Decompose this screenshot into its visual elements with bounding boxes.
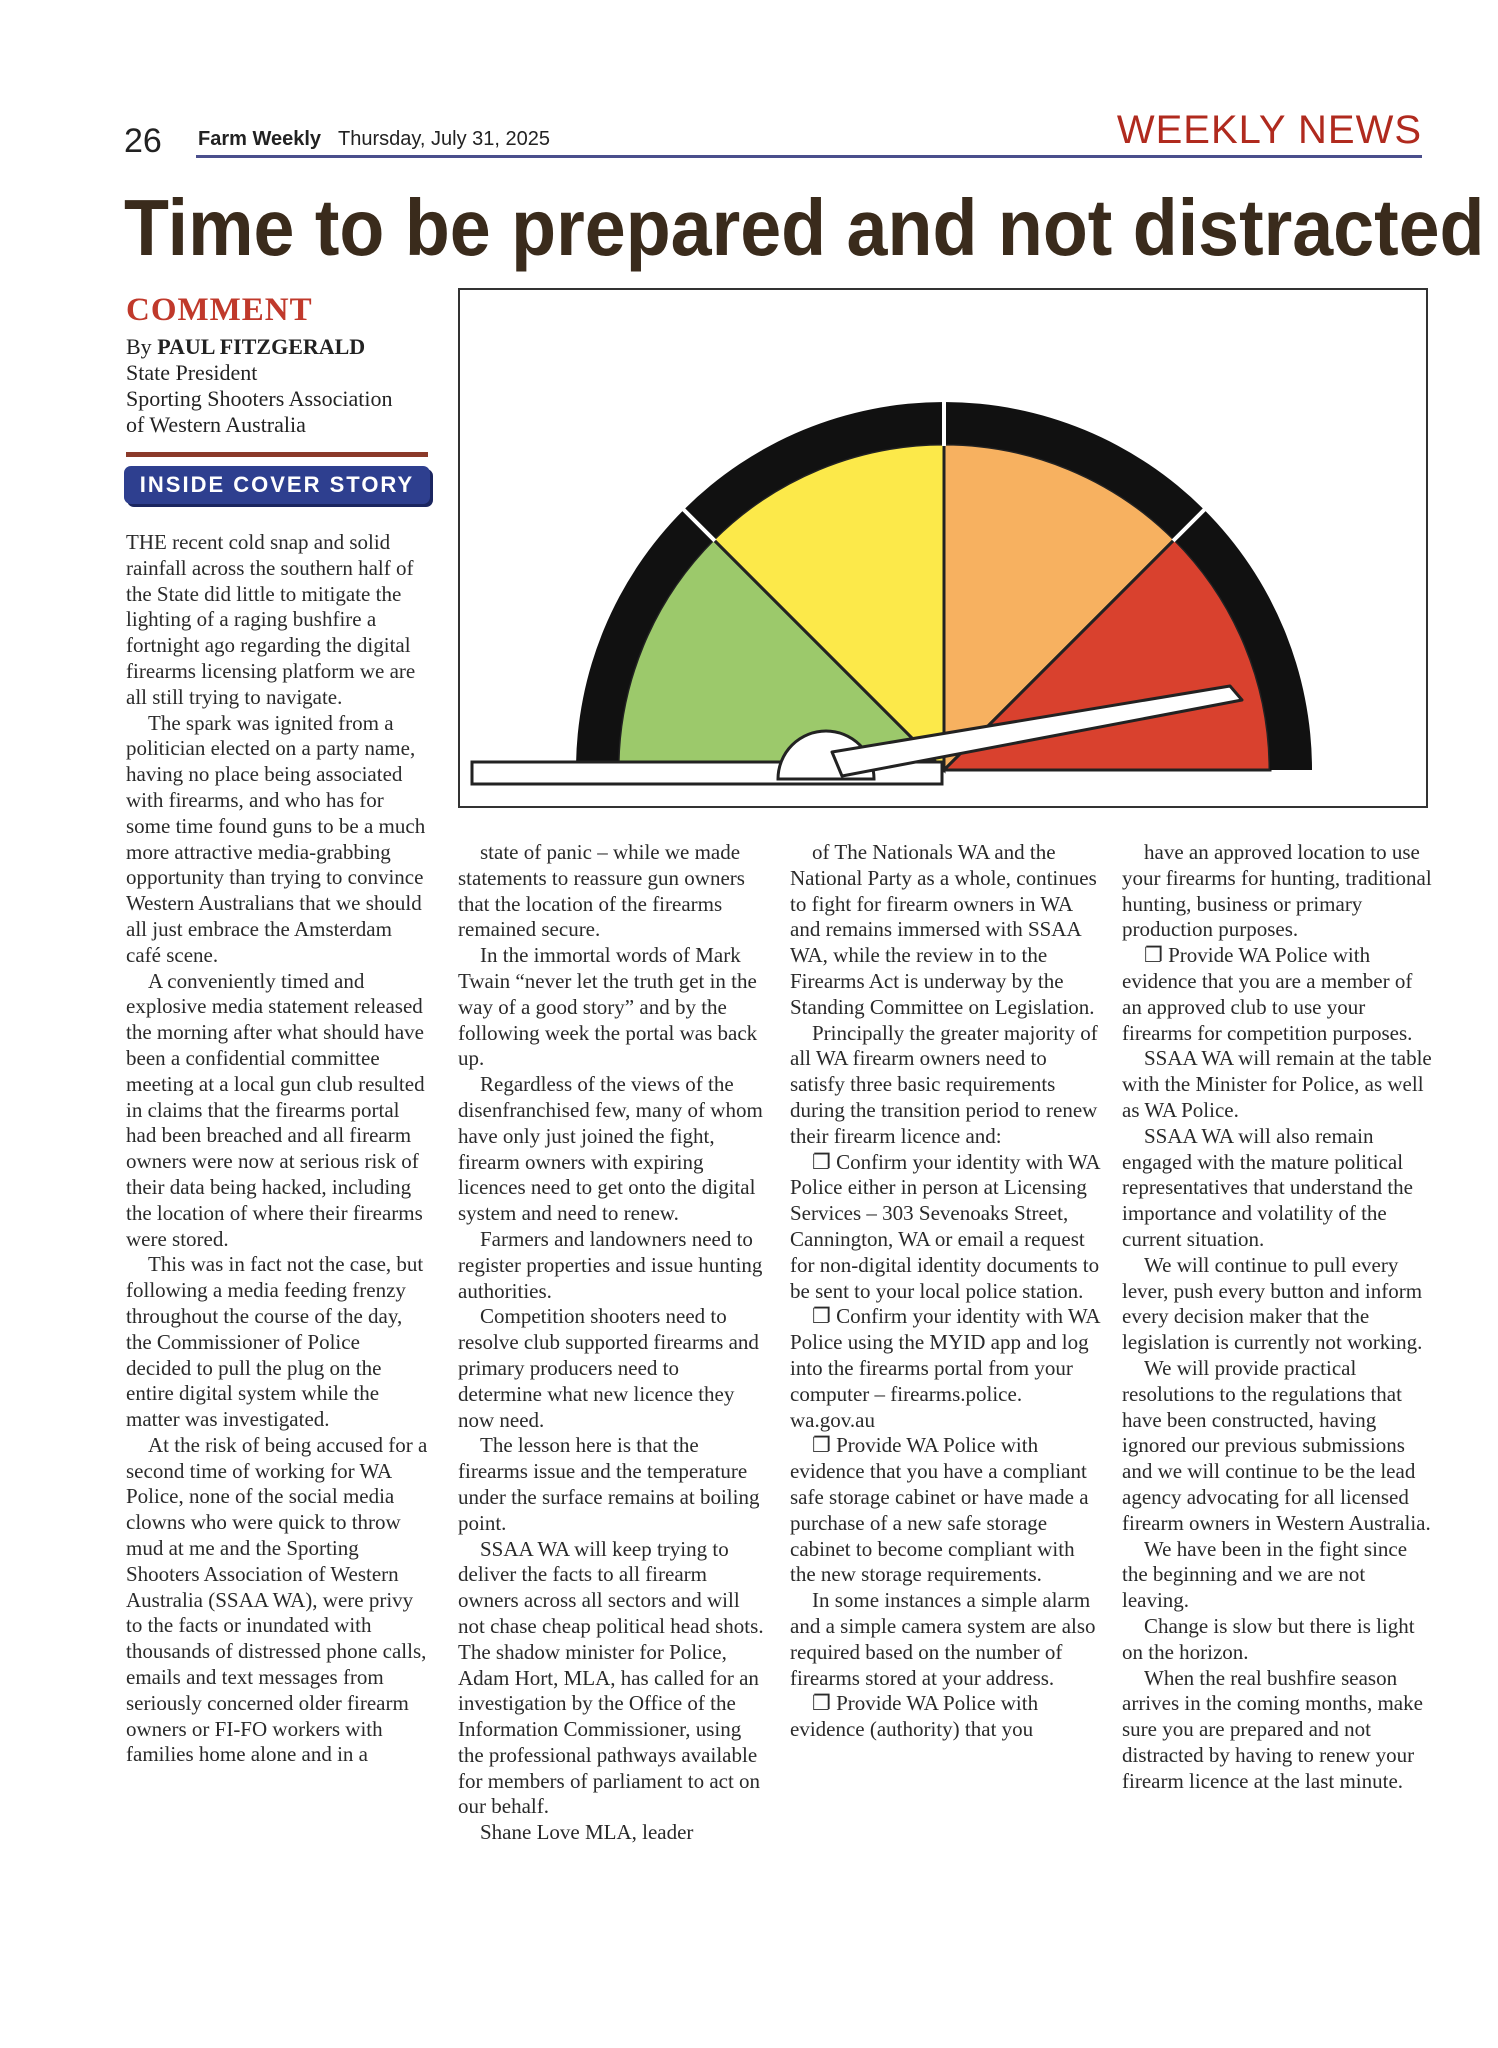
article-column-3 [790,840,1100,1743]
byline-role-1: State President [126,360,258,385]
article-paragraph: Farmers and landowners need to register properties and issue hunting authorities. [458,1226,763,1303]
article-paragraph: ❐ Confirm your identity with WA Police using the MYID app and log into the firearms portal from your computer – firearms.police. wa.gov.au [790,1304,1100,1432]
article-paragraph: have an approved location to use your firearms for hunting, traditional hunting, business or primary production purposes. [1122,840,1432,942]
gauge-label-high: HIGH [741,361,833,425]
article-paragraph: ❐ Provide WA Police with evidence that you are a member of an approved club to use your firearms for competition purposes. [1122,943,1413,1045]
comment-kicker: COMMENT [126,292,313,328]
publication-name: Farm Weekly [198,128,322,150]
article-paragraph: We will continue to pull every lever, push every button and inform every decision maker that the legislation is currently not working. [1122,1252,1423,1355]
header-rule [196,155,1422,158]
article-paragraph: ❐ Provide WA Police with evidence (authority) that you [790,1691,1039,1742]
article-paragraph: Competition shooters need to resolve club supported firearms and primary producers need to determine what new licence they now need. [458,1304,759,1432]
byline-rule [126,452,428,457]
article-paragraph: of The Nationals WA and the National Party as a whole, continues to fight for firearm owners in WA and remains immersed with SSAA WA, while the review in to the Firearms Act is underway by the Standing Committee on Legislation. [790,840,1097,1019]
article-paragraph: ❐ Provide WA Police with evidence that you have a compliant safe storage cabinet or have made a purchase of a new safe storage cabinet to become compliant with the new storage requirements. [790,1433,1089,1587]
byline-author: PAUL FITZGERALD [157,334,366,359]
article-column-1 [126,530,428,1768]
article-paragraph: When the real bushfire season arrives in the coming months, make sure you are prepared and not distracted by having to renew your firearm licence at the last minute. [1122,1665,1423,1793]
article-column-2 [458,840,768,1846]
headline: Time to be prepared and not distracted [124,183,1485,272]
article-paragraph: SSAA WA will remain at the table with the Minister for Police, as well as WA Police. [1122,1046,1432,1122]
article-paragraph: THE recent cold snap and solid rainfall across the southern half of the State did little to mitigate the lighting of a raging bushfire a fortnight ago regarding the digital firearms licensing platform we are all still trying to navigate. [126,530,416,709]
article-column-4 [1122,840,1432,1794]
article-paragraph: In some instances a simple alarm and a simple camera system are also required based on the number of firearms stored at your address. [790,1588,1096,1690]
article-paragraph: At the risk of being accused for a second time of working for WA Police, none of the social media clowns who were quick to throw mud at me and the Sporting Shooters Association of Western Australia (SSAA WA), were privy to the facts or inundated with thousands of distressed phone calls, emails and text messages from seriously concerned older firearm owners or FI-FO workers with families home alone and in a [126,1432,428,1767]
article-paragraph: state of panic – while we made statements to reassure gun owners that the location of the firearms remained secure. [458,840,745,942]
article-paragraph: The lesson here is that the firearms issue and the temperature under the surface remains at boiling point. [458,1433,760,1535]
article-paragraph: Shane Love MLA, leader [480,1820,694,1845]
byline-by: By [126,334,152,359]
fire-danger-gauge [458,288,1428,808]
article-paragraph: This was in fact not the case, but following a media feeding frenzy throughout the course of the day, the Commissioner of Police decided to pull the plug on the entire digital system while the matter was investigated. [126,1252,424,1432]
article-paragraph: In the immortal words of Mark Twain “never let the truth get in the way of a good story” and by the following week the portal was back up. [458,943,758,1071]
byline-role-3: of Western Australia [126,412,306,437]
article-paragraph: SSAA WA will also remain engaged with the mature political representatives that understand the importance and volatility of the current situation. [1122,1123,1413,1251]
inside-cover-badge [124,466,430,504]
article-paragraph: Change is slow but there is light on the horizon. [1122,1613,1415,1664]
article-paragraph: ❐ Confirm your identity with WA Police either in person at Licensing Services – 303 Sevenoaks Street, Cannington, WA or email a request for non-digital identity documents to be sent to your local police station. [790,1149,1100,1303]
page-number: 26 [124,122,162,160]
byline [126,334,392,438]
article-paragraph: Regardless of the views of the disenfranchised few, many of whom have only just joined the fight, firearm owners with expiring licences need to get onto the digital system and need to renew. [458,1072,763,1226]
article-paragraph: A conveniently timed and explosive media statement released the morning after what should have been a confidential committee meeting at a local gun club resulted in claims that the firearms portal had been breached and all firearm owners were now at serious risk of their data being hacked, including the location of where their firearms were stored. [126,968,425,1251]
byline-role-2: Sporting Shooters Association [126,386,393,411]
article-paragraph: The spark was ignited from a politician elected on a party name, having no place being associated with firearms, and who has for some time found guns to be a much more attractive media-grabbing opportunity than trying to convince Western Australians that we should all just embrace the Amsterdam café scene. [126,710,426,967]
article-paragraph: SSAA WA will keep trying to deliver the facts to all firearm owners across all sectors and will not chase cheap political head shots. The shadow minister for Police, Adam Hort, MLA, has called for an investigation by the Office of the Information Commissioner, using the professional pathways available for members of parliament to act on our behalf. [458,1536,764,1819]
gauge-label-moderate: MODERATE [523,521,626,708]
article-paragraph: We will provide practical resolutions to the regulations that have been constructed, having ignored our previous submissions and we will continue to be the lead agency advocating for all licensed firearm owners in Western Australia. [1122,1355,1431,1535]
gauge-label-extreme: EXTREME [1019,352,1182,444]
article-paragraph: We have been in the fight since the beginning and we are not leaving. [1122,1536,1408,1613]
section-title: WEEKLY NEWS [1116,108,1422,152]
gauge-graphic [460,290,1426,806]
badge-label: INSIDE COVER STORY [139,472,415,497]
article-paragraph: Principally the greater majority of all WA firearm owners need to satisfy three basic requirements during the transition period to renew their firearm licence and: [790,1020,1098,1148]
issue-date: Thursday, July 31, 2025 [338,128,550,150]
gauge-label-catastrophic: CATASTROPHIC [1240,491,1370,744]
